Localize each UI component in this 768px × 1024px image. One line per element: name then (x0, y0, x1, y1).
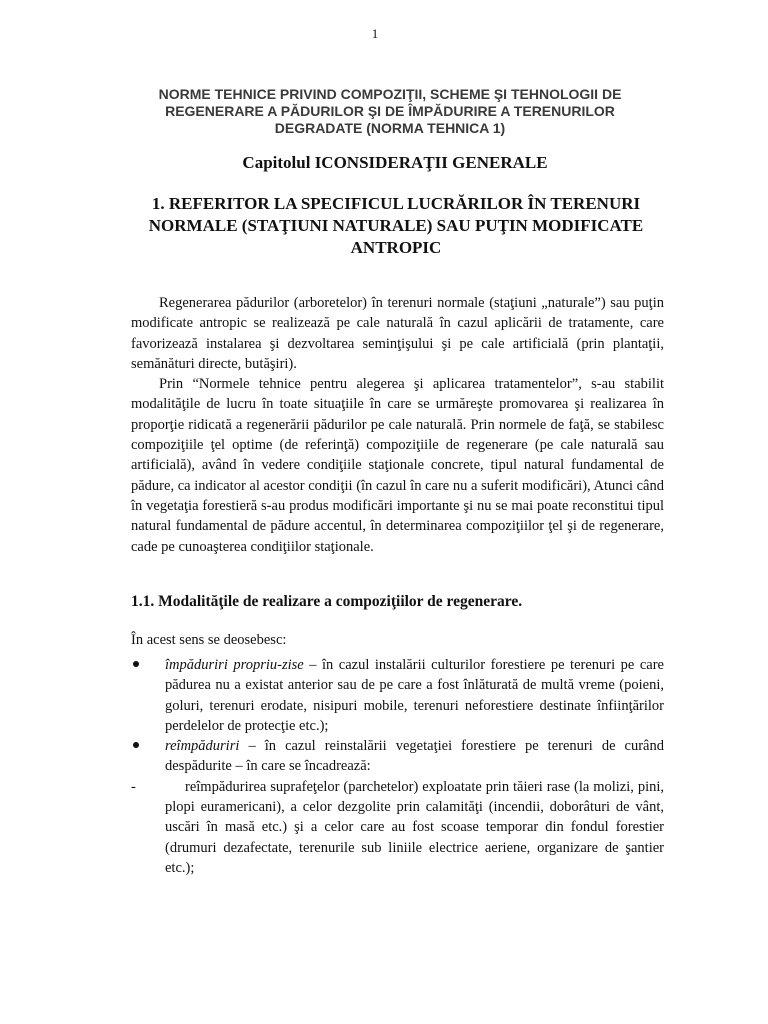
section-heading-line: NORMALE (STAŢIUNI NATURALE) SAU PUŢIN MODIFICATE (148, 216, 644, 235)
document-title (140, 86, 640, 137)
list-item-term: reîmpăduriri (165, 738, 240, 755)
list-item (131, 655, 664, 736)
body-text (131, 293, 664, 557)
list-item (131, 736, 664, 777)
dash-list-item-text: reîmpădurirea suprafeţelor (parchetelor) exploatate prin tăieri rase (la molizi, pini, plopi euramericani), a celor dezgolite prin calamităţi (incendii, doborâturi de vânt, uscări în masă etc.) şi a celor care au fost scoase temporar din fondul forestier (drumuri dezafectate, terenurile sub liniile electrice aeriene, organizare de şantier etc.); (165, 778, 664, 876)
bullet-icon (131, 736, 165, 756)
section-heading-line: 1. REFERITOR LA SPECIFICUL LUCRĂRILOR ÎN TERENURI (151, 194, 641, 213)
chapter-heading: Capitolul ICONSIDERAŢII GENERALE (242, 153, 548, 172)
document-title-line: DEGRADATE (NORMA TEHNICA 1) (274, 120, 506, 136)
bullet-icon (131, 655, 165, 675)
document-title-line: REGENERARE A PĂDURILOR ŞI DE ÎMPĂDURIRE A TERENURILOR (165, 103, 615, 119)
page-number: 1 (371, 26, 379, 41)
list-item-content (165, 655, 664, 736)
subsection-heading: 1.1. Modalităţile de realizare a compoziţiilor de regenerare. (131, 593, 523, 610)
bullet-list (131, 655, 664, 878)
list-item-term: împăduriri propriu-zise (165, 657, 304, 673)
list-item-text: – în cazul reinstalării vegetaţiei forestiere pe terenuri de curând despădurite – în care se încadrează: (165, 738, 664, 775)
document-title-line: NORME TEHNICE PRIVIND COMPOZIŢII, SCHEME ŞI TEHNOLOGII DE (158, 86, 622, 102)
dash-marker: - (131, 778, 136, 795)
dash-list-item (131, 777, 664, 878)
section-heading-line: ANTROPIC (350, 238, 442, 257)
section-heading (140, 193, 652, 259)
list-item-text: – în cazul instalării culturilor forestiere pe terenuri pe care pădurea nu a existat anterior sau de pe care a fost înlăturată de multă vreme (poieni, goluri, terenuri erodate, nisipuri mobile, terenuri neforestiere destinate înfiinţărilor perdelelor de protecţie etc.); (165, 657, 664, 734)
paragraph: Regenerarea pădurilor (arboretelor) în terenuri normale (staţiuni „naturale”) sau puţin modificate antropic se realizează pe cale naturală în cazul aplicării de tratamente, care favorizează instalarea şi dezvoltarea seminţişului şi pe cale artificială (prin plantaţii, semănături directe, butăşiri). (131, 295, 664, 372)
list-item-content (165, 736, 664, 777)
paragraph: Prin “Normele tehnice pentru alegerea şi aplicarea tratamentelor”, s-au stabilit modalităţile de lucru în toate situaţiile în care se urmăreşte promovarea şi realizarea în proporţie ridicată a regenerării pădurilor pe cale naturală. Prin normele de faţă, se stabilesc compoziţiile ţel optime (de referinţă) compoziţiile de regenerare (pe cale naturală sau artificială), având în vedere condiţiile staţionale concrete, tipul natural fundamental de pădure, ca indicator al acestor condiţii (în cazul în care nu a suferit modificări), Atunci când în vegetaţia forestieră s-au produs modificări importante şi nu se mai poate reconstitui tipul natural fundamental de pădure accentul, în determinarea compoziţiilor ţel şi de regenerare, cade pe cunoaşterea condiţiilor staţionale. (131, 376, 664, 555)
list-intro: În acest sens se deosebesc: (131, 632, 287, 648)
